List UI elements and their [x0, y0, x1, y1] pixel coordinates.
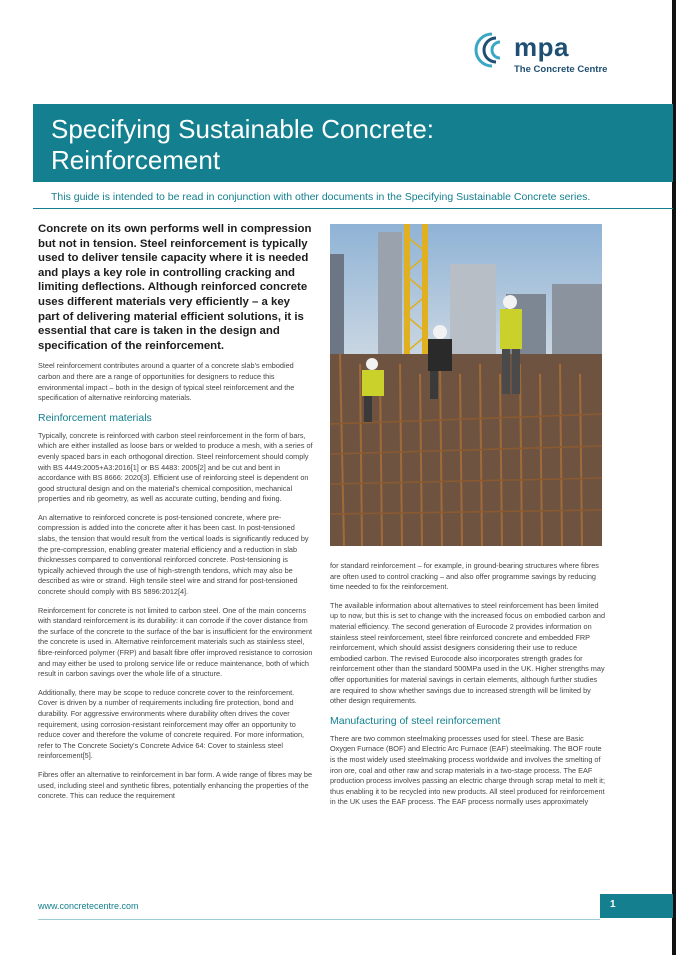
- logo-subtitle: The Concrete Centre: [514, 64, 608, 75]
- page-number-box: [600, 894, 673, 918]
- paragraph: for standard reinforcement – for example, in ground-bearing structures where fibres are often used to control cracking – and also offer programme savings by reducing time needed to fix the reinforcement.: [330, 561, 599, 592]
- paragraph: An alternative to reinforced concrete is post-tensioned concrete, where pre-compression is added into the concrete after it has been cast. In post-tensioned slabs, the tension that would result from the vertical loads is significantly reduced by the pre-compression, enabling greater material efficiency and a reduction in slab thicknesses compared to conventional reinforced concrete. Post-tensioning is typically achieved through the use of high-strength tendons, which may also be described as wire or strand. High tensile steel wire and strand for post-tensioned concrete should comply with BS 5896:2012[4].: [38, 512, 309, 597]
- intro-strip: [33, 184, 673, 209]
- footer-divider: [38, 919, 600, 920]
- mpa-logo: [470, 28, 620, 78]
- paragraph: Reinforcement for concrete is not limited to carbon steel. One of the main concerns with standard reinforcement is its durability: it can corrode if the cover distance from the surface of the concrete to the surface of the bar is insufficient for the environment the concrete is used in. Alternative reinforcement materials such as stainless steel, fibre-reinforced polymer (FRP) and basalt fibre offer improved resistance to corrosion and may either be used to prolong service life or reduce maintenance, both of which result in carbon savings over the whole life of a structure.: [38, 605, 313, 679]
- paragraph: Fibres offer an alternative to reinforcement in bar form. A wide range of fibres may be used, including steel and synthetic fibres, potentially enhancing the properties of the concrete. This can reduce the requirement: [38, 769, 313, 801]
- intro-text: This guide is intended to be read in conjunction with other documents in the Specifying Sustainable Concrete series.: [51, 191, 591, 203]
- paragraph: Typically, concrete is reinforced with carbon steel reinforcement in the form of bars, which are either installed as loose bars or welded to produce a mesh, with a series of evenly spaced bars in each orthogonal direction. Steel reinforcement should comply with BS 4449:2005+A3:2016[1] or BS 4483: 2005[2] and be cut and bent in accordance with BS 8666: 2020[3]. Efficient use of reinforcing steel is dependent on good structural design and on the material's chemical composition, mechanical properties and rib geometry, as well as accurate cutting, bending and fixing.: [38, 430, 313, 504]
- right-column: [330, 561, 606, 816]
- lead-paragraph: Concrete on its own performs well in compression but not in tension. Steel reinforcement is typically used to deliver tensile capacity where it is needed and plays a key role in controlling cracking and limiting deflections. Although reinforced concrete uses different materials very efficiently – a key part of delivering material efficient solutions, it is essential that care is taken in the design and specification of the reinforcement.: [38, 223, 312, 352]
- paragraph: Additionally, there may be scope to reduce concrete cover to the reinforcement. Cover is driven by a number of requirements including fire protection, bond and durability. For aggressive environments where durability often drives the cover requirement, using corrosion-resistant reinforcement may offer an opportunity to reduce cover and therefore the volume of concrete required. For more information, refer to The Concrete Society's Concrete Advice 64: Cover to stainless steel reinforcement[5].: [38, 687, 305, 761]
- mpa-swirl-icon: [470, 30, 514, 70]
- section-heading: Reinforcement materials: [38, 411, 152, 424]
- construction-photo: [330, 224, 602, 546]
- title-line-1: Specifying Sustainable Concrete:: [51, 114, 435, 144]
- rebar-site-illustration: [330, 224, 602, 546]
- page-title: [51, 114, 434, 176]
- title-line-2: Reinforcement: [51, 145, 221, 175]
- footer-website-link[interactable]: www.concretecentre.com: [38, 901, 139, 911]
- title-banner: [33, 104, 673, 182]
- paragraph: There are two common steelmaking processes used for steel. These are Basic Oxygen Furnace (BOF) and Electric Arc Furnace (EAF) steelmaking. The BOF route is the most widely used steelmaking process worldwide and involves the smelting of iron ore, coal and other raw and scrap materials in a two-stage process. The EAF production process involves passing an electric charge through scrap metal to melt it; thus enabling it to be recycled into new products. All steel produced for reinforcement in the UK uses the EAF process. The EAF process normally uses approximately: [330, 733, 605, 807]
- section-heading: Manufacturing of steel reinforcement: [330, 714, 501, 727]
- paragraph: Steel reinforcement contributes around a quarter of a concrete slab's embodied carbon and there are a range of opportunities for designers to reduce this environmental impact – both in the design of typical steel reinforcement and the specification of alternative reinforcing materials.: [38, 361, 295, 403]
- logo-wordmark: mpa: [514, 32, 569, 62]
- paragraph: The available information about alternatives to steel reinforcement has been limited up to now, but this is set to change with the increased focus on embodied carbon and material efficiency. The second generation of Eurocode 2 provides information on stainless steel reinforcement, steel fibre reinforced concrete and embedded FRP reinforcement, which should assist designers considering their use to reduce embodied carbon. The revised Eurocode also incorporates strength grades for reinforcement other than the standard 500MPa used in the UK. Higher strengths may offer opportunities for material savings in certain elements, although further studies are required to show whether savings due to increased strength will be limited by other design requirements.: [330, 600, 606, 706]
- page-number: 1: [610, 899, 616, 910]
- left-column: [38, 222, 314, 810]
